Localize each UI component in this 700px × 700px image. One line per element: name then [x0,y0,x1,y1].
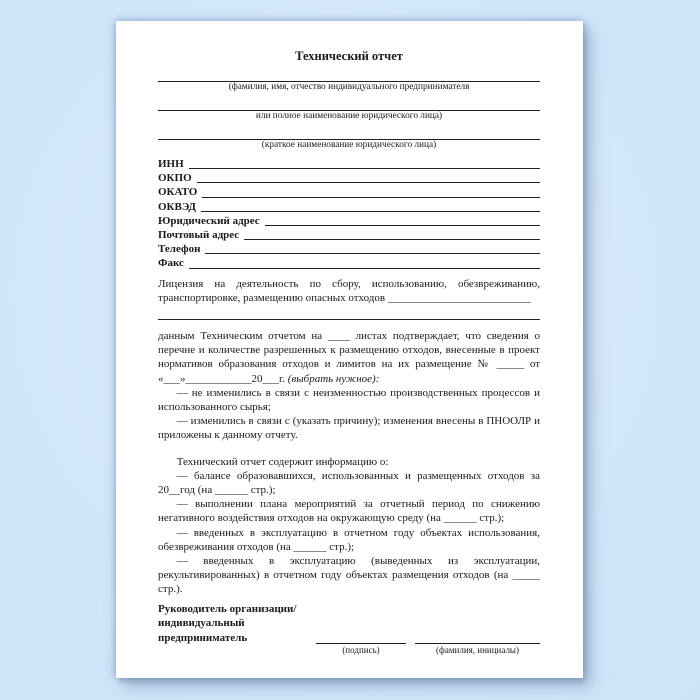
writein-line [158,98,540,111]
signature-sign-field [316,631,406,656]
contents-intro: Технический отчет содержит информацию о: [176,455,389,468]
field-row-phone [158,242,540,256]
signatory-role-line: Руководитель организации/ [158,602,297,615]
document-title: Технический отчет [295,49,403,63]
document-content [116,21,583,656]
writein-line [158,69,540,82]
writein-caption: (краткое наименование юридического лица) [261,140,437,150]
signature-fields [316,631,540,656]
field-label: ОКВЭД [158,200,196,213]
field-label: Телефон [158,243,201,256]
option-item-unchanged: — не изменились в связи с неизменностью производственных процессов и использованного сырья; [158,386,540,414]
header-writein-group-1 [158,69,540,93]
field-row-postal-address [158,228,540,242]
statement-text: данным Техническим отчетом на ____ листах подтверждает, что сведения о перечне и количестве разрешенных к размещению отходов, внесенные в проект нормативов образования отходов и лимитов на их размещение № _____ от «___»____________20___г. [158,330,540,385]
license-paragraph: Лицензия на деятельность по сбору, использованию, обезвреживанию, транспортировке, размещению опасных отходов __________________________ [158,277,540,304]
writein-caption: или полное наименование юридического лица) [255,111,443,121]
contents-item-plan: — выполнении плана мероприятий за отчетный период по снижению негативного воздействия отходов на окружающую среду (на ______ стр.); [158,498,540,525]
signatory-role-line: индивидуальный [158,617,245,630]
field-label: Юридический адрес [158,214,260,227]
signature-name-caption: (фамилия, инициалы) [436,645,519,656]
field-row-inn [158,157,540,171]
writein-caption: (фамилия, имя, отчество индивидуального предпринимателя [228,82,470,92]
contents-item-disposal-sites: — введенных в эксплуатацию (выведенных из эксплуатации, рекультивированных) в отчетном году объектах размещения отходов (на _____ стр.). [158,555,540,596]
field-writein-line [205,242,540,254]
field-label: Почтовый адрес [158,229,240,242]
signature-sign-caption: (подпись) [342,645,380,656]
contents-item-balance: — балансе образовавшихся, использованных и размещенных отходов за 20__год (на ______ стр.); [158,469,540,497]
license-writein-line [158,306,540,320]
signature-block [158,602,540,657]
statement-paragraph [158,329,540,386]
field-row-okpo [158,171,540,185]
field-writein-line [201,200,540,212]
signature-writein-line [415,631,540,644]
field-writein-line [202,185,540,197]
field-writein-line [197,171,540,183]
header-writein-group-3 [158,127,540,151]
contents-item-facilities: — введенных в эксплуатацию в отчетном году объектах использования, обезвреживания отходов (на ______ стр.); [158,526,540,553]
field-writein-line [265,214,540,226]
signature-name-field [415,631,540,656]
statement-note-italic: (выбрать нужное): [287,372,380,385]
field-label: ИНН [158,158,184,170]
signatory-role-line: предприниматель [158,631,248,644]
document-page [116,21,583,678]
header-writein-group-2 [158,98,540,122]
requisites-field-list [158,157,540,271]
field-label: ОКАТО [158,186,198,199]
writein-line [158,127,540,140]
field-row-fax [158,256,540,270]
field-row-okved [158,200,540,214]
field-row-okato [158,185,540,199]
field-label: Факс [158,257,184,270]
signatory-role [158,602,316,646]
field-writein-line [189,256,540,268]
field-row-legal-address [158,214,540,228]
field-writein-line [244,228,540,240]
option-item-changed: — изменились в связи с (указать причину); изменения внесены в ПНООЛР и приложены к данному отчету. [158,415,540,442]
signature-writein-line [316,631,406,644]
field-label: ОКПО [158,172,192,185]
report-contents-block [158,455,540,597]
field-writein-line [189,157,540,169]
